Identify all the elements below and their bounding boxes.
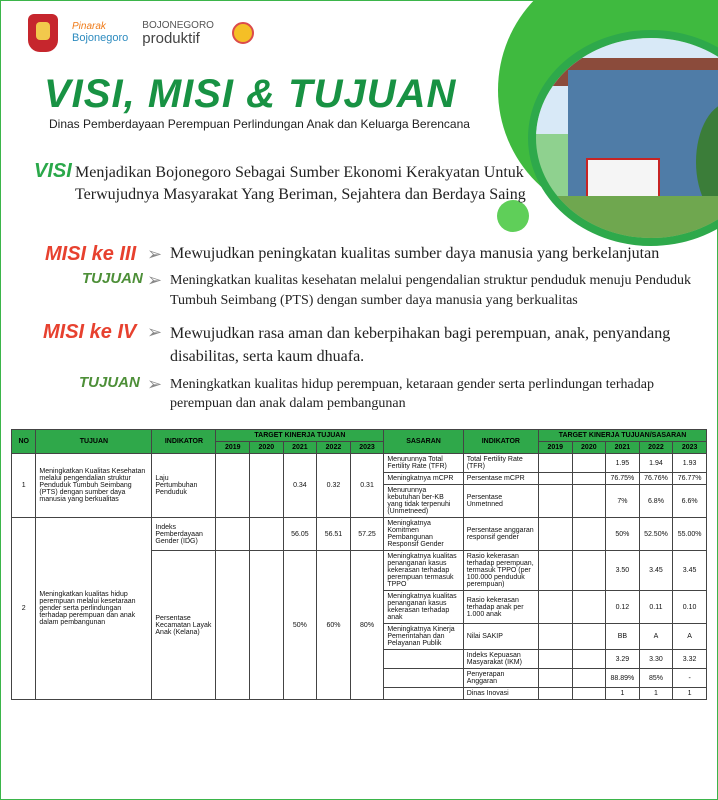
value-2022: 6.8% — [639, 485, 673, 518]
indikator-cell: Penyerapan Anggaran — [463, 669, 538, 688]
sasaran-cell: Meningkatnya mCPR — [384, 473, 463, 485]
table-header-indikator-2: INDIKATOR — [463, 430, 538, 454]
regency-logo — [28, 14, 58, 52]
value-2022: 1.94 — [639, 454, 673, 473]
year-2023: 2023 — [350, 442, 384, 454]
value-2022: 52.50% — [639, 518, 673, 551]
year-2021: 2021 — [606, 442, 640, 454]
value-2020 — [572, 518, 606, 551]
row-target-2023: 0.31 — [350, 454, 384, 518]
photo-grass — [536, 196, 718, 238]
row-target-2020 — [250, 551, 284, 700]
row-indikator: Laju Pertumbuhan Penduduk — [152, 454, 216, 518]
value-2022: 3.45 — [639, 551, 673, 591]
row-indikator: Indeks Pemberdayaan Gender (IDG) — [152, 518, 216, 551]
visi-label: VISI — [34, 160, 72, 182]
value-2019 — [538, 624, 572, 650]
value-2021: 50% — [606, 518, 640, 551]
value-2021: 3.50 — [606, 551, 640, 591]
indikator-cell: Total Fertility Rate (TFR) — [463, 454, 538, 473]
value-2023: 3.32 — [673, 650, 707, 669]
value-2020 — [572, 485, 606, 518]
value-2023: 3.45 — [673, 551, 707, 591]
produktif-mark-icon — [232, 22, 254, 44]
table-header-no: NO — [12, 430, 36, 454]
value-2021: 1.95 — [606, 454, 640, 473]
indikator-cell: Persentase anggaran responsif gender — [463, 518, 538, 551]
table-row — [12, 518, 707, 551]
value-2020 — [572, 591, 606, 624]
sasaran-cell — [384, 650, 463, 669]
arrow-icon: ➢ — [147, 244, 163, 264]
misi-3-text: Mewujudkan peningkatan kualitas sumber daya manusia yang berkelanjutan — [170, 245, 660, 262]
value-2021: 7% — [606, 485, 640, 518]
row-target-2020 — [250, 518, 284, 551]
value-2022: 85% — [639, 669, 673, 688]
tujuan-1-text: Meningkatkan kualitas kesehatan melalui pengendalian struktur penduduk menuju Penduduk Tumbuh Seimbang (PTS) dengan sumber daya manusia yang berkualitas — [170, 273, 691, 308]
value-2021: BB — [606, 624, 640, 650]
sasaran-cell: Menurunnya Total Fertility Rate (TFR) — [384, 454, 463, 473]
misi-3-label: MISI ke III — [45, 243, 137, 265]
value-2019 — [538, 591, 572, 624]
misi-4-label: MISI ke IV — [43, 321, 137, 343]
sasaran-cell: Meningkatnya kualitas penanganan kasus kekerasan terhadap anak — [384, 591, 463, 624]
value-2020 — [572, 473, 606, 485]
value-2021: 88.89% — [606, 669, 640, 688]
page-title: VISI, MISI & TUJUAN — [44, 72, 457, 116]
indikator-cell: Rasio kekerasan terhadap anak per 1.000 anak — [463, 591, 538, 624]
value-2023: - — [673, 669, 707, 688]
sasaran-cell: Meningkatnya kualitas penanganan kasus kekerasan terhadap perempuan termasuk TPPO — [384, 551, 463, 591]
value-2023: 76.77% — [673, 473, 707, 485]
value-2022: 76.76% — [639, 473, 673, 485]
value-2019 — [538, 688, 572, 700]
value-2023: 0.10 — [673, 591, 707, 624]
value-2021: 76.75% — [606, 473, 640, 485]
table-header-indikator: INDIKATOR — [152, 430, 216, 454]
value-2020 — [572, 650, 606, 669]
indikator-cell: Rasio kekerasan terhadap perempuan, termasuk TPPO (per 100.000 penduduk perempuan) — [463, 551, 538, 591]
row-target-2021: 50% — [283, 551, 317, 700]
arrow-icon: ➢ — [147, 270, 163, 290]
row-target-2023: 80% — [350, 551, 384, 700]
value-2019 — [538, 473, 572, 485]
row-target-2020 — [250, 454, 284, 518]
sasaran-cell: Menurunnya kebutuhan ber-KB yang tidak terpenuhi (Unmetneed) — [384, 485, 463, 518]
value-2019 — [538, 485, 572, 518]
row-no: 2 — [12, 518, 36, 700]
value-2023: A — [673, 624, 707, 650]
targets-table — [11, 429, 707, 700]
value-2020 — [572, 454, 606, 473]
value-2019 — [538, 454, 572, 473]
row-tujuan: Meningkatkan Kualitas Kesehatan melalui pengendalian struktur Penduduk Tumbuh Seimbang (PTS) dengan sumber daya manusia yang berkualitas — [36, 454, 152, 518]
year-2022: 2022 — [317, 442, 351, 454]
year-2021: 2021 — [283, 442, 317, 454]
value-2022: 1 — [639, 688, 673, 700]
table-header-target-tujuan: TARGET KINERJA TUJUAN — [216, 430, 384, 442]
office-photo — [528, 30, 718, 246]
targets-table-wrap — [11, 429, 707, 700]
sasaran-cell: Meningkatnya Kinerja Pemerintahan dan Pelayanan Publik — [384, 624, 463, 650]
arrow-icon: ➢ — [147, 322, 163, 342]
tujuan-1-label: TUJUAN — [82, 270, 143, 287]
value-2023: 1.93 — [673, 454, 707, 473]
row-target-2022: 0.32 — [317, 454, 351, 518]
row-target-2022: 56.51 — [317, 518, 351, 551]
value-2022: A — [639, 624, 673, 650]
logo-row — [28, 14, 254, 52]
value-2022: 0.11 — [639, 591, 673, 624]
value-2020 — [572, 669, 606, 688]
indikator-cell: Nilai SAKIP — [463, 624, 538, 650]
value-2019 — [538, 518, 572, 551]
tujuan-2-text: Meningkatkan kualitas hidup perempuan, ketaraan gender serta perlindungan terhadap perempuan dan anak dalam pembangunan — [170, 377, 654, 411]
indikator-cell: Persentase mCPR — [463, 473, 538, 485]
visi-text: Menjadikan Bojonegoro Sebagai Sumber Ekonomi Kerakyatan Untuk Terwujudnya Masyarakat Yang Beriman, Sejahtera dan Berdaya Saing — [75, 164, 526, 203]
bojonegoro-produktif-logo: BOJONEGORO produktif — [142, 19, 214, 47]
row-target-2019 — [216, 518, 250, 551]
page-subtitle: Dinas Pemberdayaan Perempuan Perlindungan Anak dan Keluarga Berencana — [49, 117, 470, 131]
table-header-tujuan: TUJUAN — [36, 430, 152, 454]
value-2019 — [538, 650, 572, 669]
value-2022: 3.30 — [639, 650, 673, 669]
value-2023: 1 — [673, 688, 707, 700]
table-header-target-sasaran: TARGET KINERJA TUJUAN/SASARAN — [538, 430, 706, 442]
indikator-cell: Indeks Kepuasan Masyarakat (IKM) — [463, 650, 538, 669]
table-header-sasaran: SASARAN — [384, 430, 463, 454]
value-2020 — [572, 551, 606, 591]
sasaran-cell — [384, 688, 463, 700]
indikator-cell: Dinas Inovasi — [463, 688, 538, 700]
year-2022: 2022 — [639, 442, 673, 454]
table-row — [12, 454, 707, 473]
year-2020: 2020 — [250, 442, 284, 454]
year-2020: 2020 — [572, 442, 606, 454]
row-no: 1 — [12, 454, 36, 518]
row-indikator: Persentase Kecamatan Layak Anak (Kelana) — [152, 551, 216, 700]
year-2023: 2023 — [673, 442, 707, 454]
row-target-2022: 60% — [317, 551, 351, 700]
row-target-2023: 57.25 — [350, 518, 384, 551]
sasaran-cell: Meningkatnya Komitmen Pembangunan Responsif Gender — [384, 518, 463, 551]
row-tujuan: Meningkatkan kualitas hidup perempuan melalui kesetaraan gender serta perlindungan terhadap perempuan dan anak dalam pembangunan — [36, 518, 152, 700]
value-2019 — [538, 669, 572, 688]
row-target-2021: 0.34 — [283, 454, 317, 518]
indikator-cell: Persentase Unmetnned — [463, 485, 538, 518]
sasaran-cell — [384, 669, 463, 688]
value-2021: 3.29 — [606, 650, 640, 669]
row-target-2019 — [216, 551, 250, 700]
year-2019: 2019 — [216, 442, 250, 454]
year-2019: 2019 — [538, 442, 572, 454]
value-2023: 6.6% — [673, 485, 707, 518]
tujuan-2-label: TUJUAN — [79, 374, 140, 391]
value-2020 — [572, 688, 606, 700]
value-2021: 1 — [606, 688, 640, 700]
value-2023: 55.00% — [673, 518, 707, 551]
pinarak-bojonegoro-logo: Pinarak Bojonegoro — [72, 21, 129, 44]
row-target-2021: 56.05 — [283, 518, 317, 551]
value-2019 — [538, 551, 572, 591]
arrow-icon: ➢ — [147, 374, 163, 394]
row-target-2019 — [216, 454, 250, 518]
value-2021: 0.12 — [606, 591, 640, 624]
value-2020 — [572, 624, 606, 650]
misi-4-text: Mewujudkan rasa aman dan keberpihakan bagi perempuan, anak, penyandang disabilitas, serta kaum dhuafa. — [170, 325, 671, 365]
